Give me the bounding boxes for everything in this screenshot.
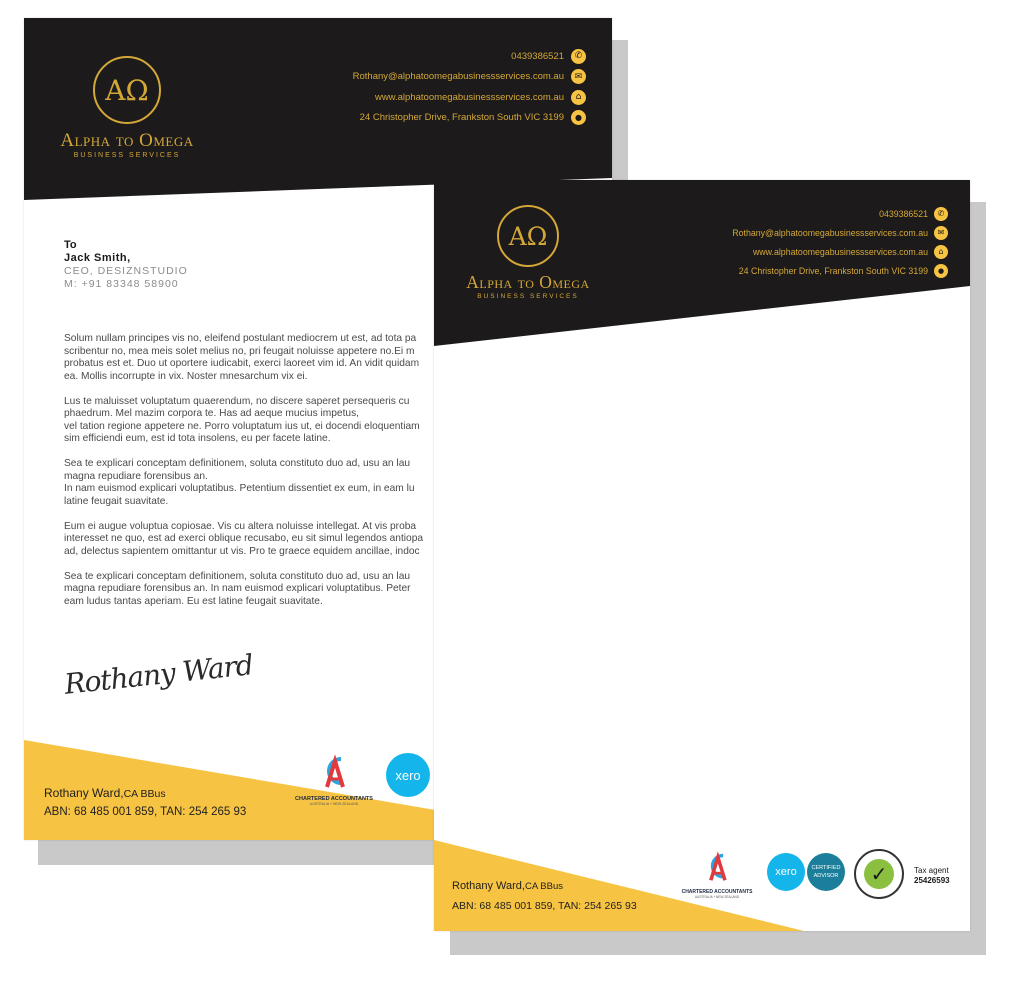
brand-name: Alpha to Omega [60,130,194,151]
ca-sub: AUSTRALIA + NEW ZEALAND [309,802,359,806]
recipient-title: CEO, DESIZNSTUDIO [64,265,188,277]
recipient-block [64,239,188,291]
body-line: Sea te explicari conceptam definitionem, soluta constituto duo ad, usu an lau [64,458,411,469]
body-line: phaedrum. Mel mazim corpora te. Has ad aeque mucius impetus, [64,408,360,419]
body-line: Eum ei augue voluptua copiosae. Vis cu altera noluisse intellegat. At vis proba [64,520,417,532]
ca-mark-icon [702,850,732,884]
phone-icon: ✆ [571,49,586,64]
advisor-line-2: ADVISOR [813,873,839,879]
contact-website-text: www.alphatoomegabusinessservices.com.au [752,246,928,257]
brand-tagline: BUSINESS SERVICES [73,152,181,159]
advisor-line-1: CERTIFIED [811,865,841,871]
alpha-omega-mark [93,56,161,124]
phone-icon: ✆ [934,207,948,221]
footer-credentials: CA BBus [123,788,166,800]
body-line: latine feugait suavitate. [64,495,169,507]
contact-phone-text: 0439386521 [879,208,928,219]
footer-abn: ABN: 68 485 001 859, TAN: 254 265 93 [452,900,637,912]
xero-text: xero [395,767,421,783]
alpha-omega-mark [497,205,559,267]
brand-tagline: BUSINESS SERVICES [477,293,579,300]
body-line: Solum nullam principes vis no, eleifend postulant mediocrem ut est, ad tota pa [64,333,417,344]
email-icon: ✉ [934,226,948,240]
body-line: ea. Mollis incorrupte in vix. Noster mnesarchum vix ei. [64,370,308,382]
contact-email-text: Rothany@alphatoomegabusinessservices.com.au [352,71,564,83]
body-line: Sea te explicari conceptam definitionem, soluta constituto duo ad, usu an lau [64,570,411,582]
contact-address [353,108,586,129]
body-line: In nam euismod explicari voluptatibus. Petentium dissentiet ex eum, in eam lu [64,483,415,494]
recipient-name: Jack Smith, [64,252,131,264]
tax-agent-info [914,866,950,886]
contact-phone [732,204,948,223]
recipient-to-label: To [64,239,77,251]
contact-address-text: 24 Christopher Drive, Frankston South VIC 3199 [738,265,928,276]
footer-name [44,786,166,800]
location-pin-icon: ● [571,110,586,125]
email-icon: ✉ [571,69,586,84]
body-line: ad, delectus sapientem omittantur ut vis. Pro te graece equidem ancillae, indoc [64,545,420,557]
footer-credentials: CA BBus [524,881,563,892]
recipient-phone: M: +91 83348 58900 [64,278,179,290]
contact-website [353,87,586,108]
brand-logo [42,56,212,159]
contact-list [732,204,948,280]
body-line: vel tation regione appetere ne. Porro voluptatum ius ut, ei docendi eloquentiam [64,420,420,432]
signature: Rothany Ward [62,648,255,701]
ca-mark-icon [317,753,351,791]
contact-address-text: 24 Christopher Drive, Frankston South VIC 3199 [359,112,564,124]
tax-agent-number: 25426593 [914,876,950,885]
chartered-accountants-logo [286,753,382,806]
letterhead-sheet-2 [434,180,970,931]
ca-label: CHARTERED ACCOUNTANTS [295,796,373,802]
contact-email-text: Rothany@alphatoomegabusinessservices.com.au [732,227,928,238]
globe-icon: ⌂ [934,245,948,259]
footer-name-text: Rothany Ward, [452,880,525,892]
checkmark-icon: ✓ [864,859,894,889]
contact-email [732,223,948,242]
body-line: magna repudiare forensibus an. In nam euismod explicari voluptatibus. Peter [64,583,411,594]
contact-phone-text: 0439386521 [511,50,564,62]
brand-name: Alpha to Omega [466,272,590,292]
contact-phone [353,46,586,67]
footer-name [452,880,563,892]
chartered-accountants-logo [674,850,760,899]
body-line: interesset ne quo, est ad exerci oblique recusabo, eu sit simul legendos antiopa [64,533,424,544]
xero-badge [767,853,805,891]
ca-label: CHARTERED ACCOUNTANTS [681,889,753,895]
footer-name-text: Rothany Ward, [44,786,124,800]
contact-website [732,242,948,261]
logo-mark-text: ΑΩ [508,221,548,251]
logo-mark-text: ΑΩ [105,73,149,107]
brand-logo [448,205,608,300]
footer-abn: ABN: 68 485 001 859, TAN: 254 265 93 [44,806,247,818]
contact-website-text: www.alphatoomegabusinessservices.com.au [374,91,564,103]
tax-practitioners-board-seal [854,849,904,899]
tax-agent-label: Tax agent [914,866,949,875]
body-line: sim efficiendi eum, est id tota insolens, eu per facete latine. [64,433,331,444]
contact-list [353,46,586,128]
xero-badge [386,753,430,797]
body-line: probatus est et. Duo ut oportere iudicabit, exerci laoreet vim id. An vidit quidam [64,358,420,369]
body-line: scribentur no, mea meis solet melius no, pri feugait noluisse appetere no.Ei m [64,345,415,357]
certified-advisor-badge [807,853,845,891]
contact-email [353,67,586,88]
xero-text: xero [775,866,797,878]
body-line: eam ludus tantas aperiam. Eu est latine feugait suavitate. [64,595,323,607]
contact-address [732,261,948,280]
location-pin-icon: ● [934,264,948,278]
body-line: magna repudiare forensibus an. [64,470,208,482]
globe-icon: ⌂ [571,90,586,105]
body-line: Lus te maluisset voluptatum quaerendum, no discere saperet persequeris cu [64,395,410,407]
ca-sub: AUSTRALIA + NEW ZEALAND [694,895,740,899]
